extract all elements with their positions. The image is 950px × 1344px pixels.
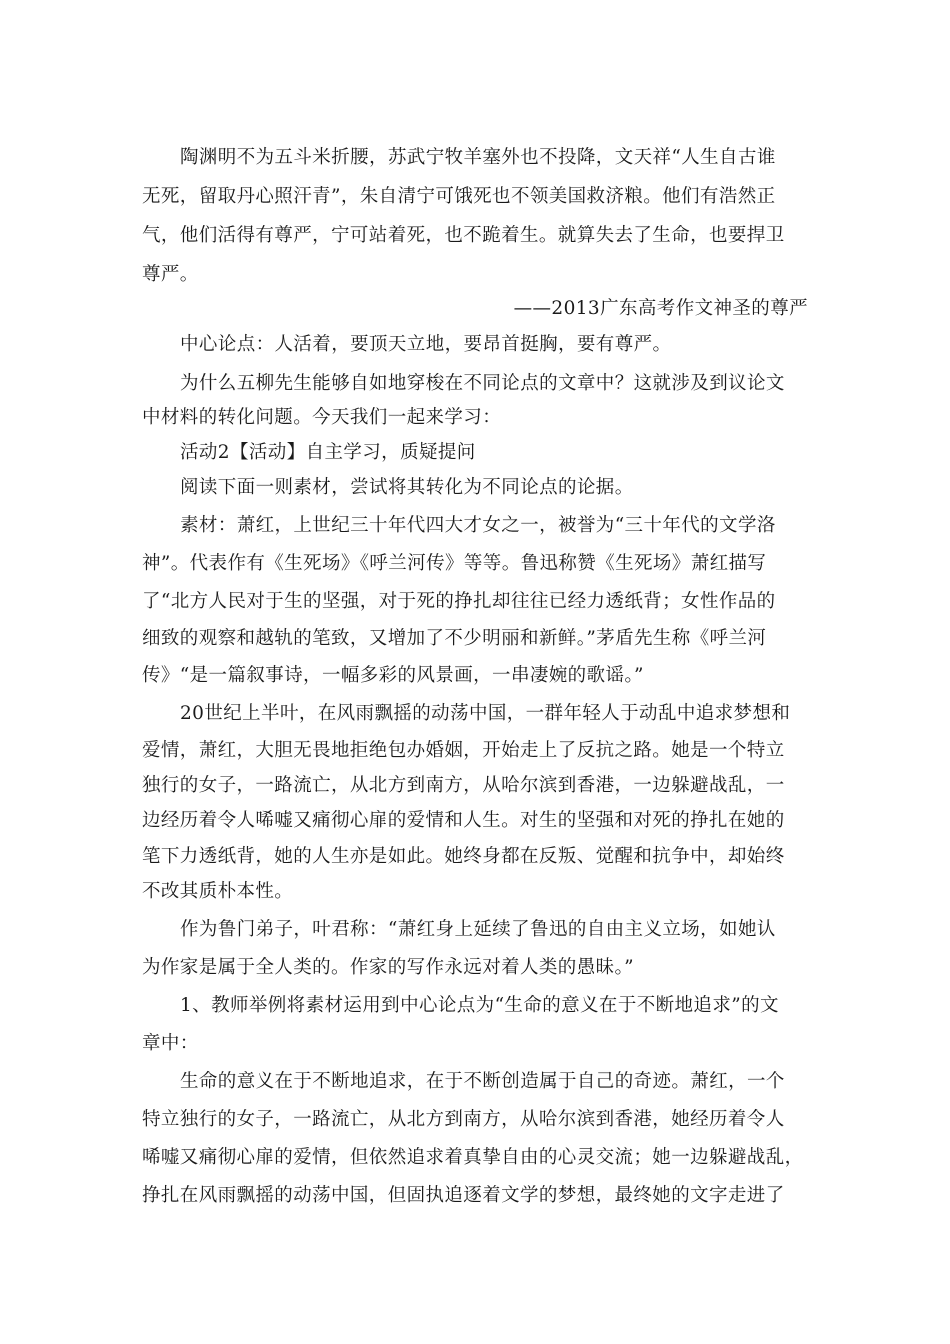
text-line: 边经历着令人唏嘘又痛彻心扉的爱情和人生。对生的坚强和对死的挣扎在她的 [142, 810, 785, 831]
text-line: 陶渊明不为五斗米折腰，苏武宁牧羊塞外也不投降，文天祥“人生自古谁 [180, 147, 776, 168]
text-line: 笔下力透纸背，她的人生亦是如此。她终身都在反叛、觉醒和抗争中，却始终 [142, 846, 785, 867]
text-line: 爱情，萧红，大胆无畏地拒绝包办婚姻，开始走上了反抗之路。她是一个特立 [142, 740, 785, 761]
text-line: 为作家是属于全人类的。作家的写作永远对着人类的愚昧。” [142, 957, 635, 978]
text-line: 传》“是一篇叙事诗，一幅多彩的风景画，一串凄婉的歌谣。” [142, 665, 644, 686]
text-line: 中心论点：人活着，要顶天立地，要昂首挺胸，要有尊严。 [180, 334, 672, 355]
text-line: 唏嘘又痛彻心扉的爱情，但依然追求着真挚自由的心灵交流；她一边躲避战乱， [142, 1147, 804, 1168]
text-line: 气，他们活得有尊严，宁可站着死，也不跪着生。就算失去了生命，也要捍卫 [142, 225, 785, 246]
text-line: 了“北方人民对于生的坚强，对于死的挣扎却往往已经力透纸背；女性作品的 [142, 591, 776, 612]
text-line: 素材：萧红，上世纪三十年代四大才女之一，被誉为“三十年代的文学洛 [180, 515, 776, 536]
text-line: 中材料的转化问题。今天我们一起来学习： [142, 407, 502, 428]
text-line: 不改其质朴本性。 [142, 881, 294, 902]
text-line: 挣扎在风雨飘摇的动荡中国，但固执追逐着文学的梦想，最终她的文字走进了 [142, 1185, 785, 1206]
text-line: 章中： [142, 1033, 199, 1054]
text-line: 生命的意义在于不断地追求，在于不断创造属于自己的奇迹。萧红，一个 [180, 1071, 785, 1092]
text-line: 作为鲁门弟子，叶君称：“萧红身上延续了鲁迅的自由主义立场，如她认 [180, 919, 776, 940]
text-line: 神”。代表作有《生死场》《呼兰河传》等等。鲁迅称赞《生死场》萧红描写 [142, 553, 767, 574]
text-line: 独行的女子，一路流亡，从北方到南方，从哈尔滨到香港，一边躲避战乱，一 [142, 775, 785, 796]
text-line: 20世纪上半叶，在风雨飘摇的动荡中国，一群年轻人于动乱中追求梦想和 [180, 703, 791, 724]
text-line: 阅读下面一则素材，尝试将其转化为不同论点的论据。 [180, 477, 634, 498]
text-line: 特立独行的女子，一路流亡，从北方到南方，从哈尔滨到香港，她经历着令人 [142, 1109, 785, 1130]
text-line: 为什么五柳先生能够自如地穿梭在不同论点的文章中？这就涉及到议论文 [180, 373, 785, 394]
text-line: 无死，留取丹心照汗青”，朱自清宁可饿死也不领美国救济粮。他们有浩然正 [142, 186, 776, 207]
text-line: 1、教师举例将素材运用到中心论点为“生命的意义在于不断地追求”的文 [180, 995, 779, 1016]
activity-heading: 活动2【活动】自主学习，质疑提问 [180, 442, 476, 463]
text-line: 尊严。 [142, 264, 199, 285]
text-line: 细致的观察和越轨的笔致，又增加了不少明丽和新鲜。”茅盾先生称《呼兰河 [142, 628, 767, 649]
citation-line: ——2013广东高考作文神圣的尊严 [513, 298, 808, 319]
